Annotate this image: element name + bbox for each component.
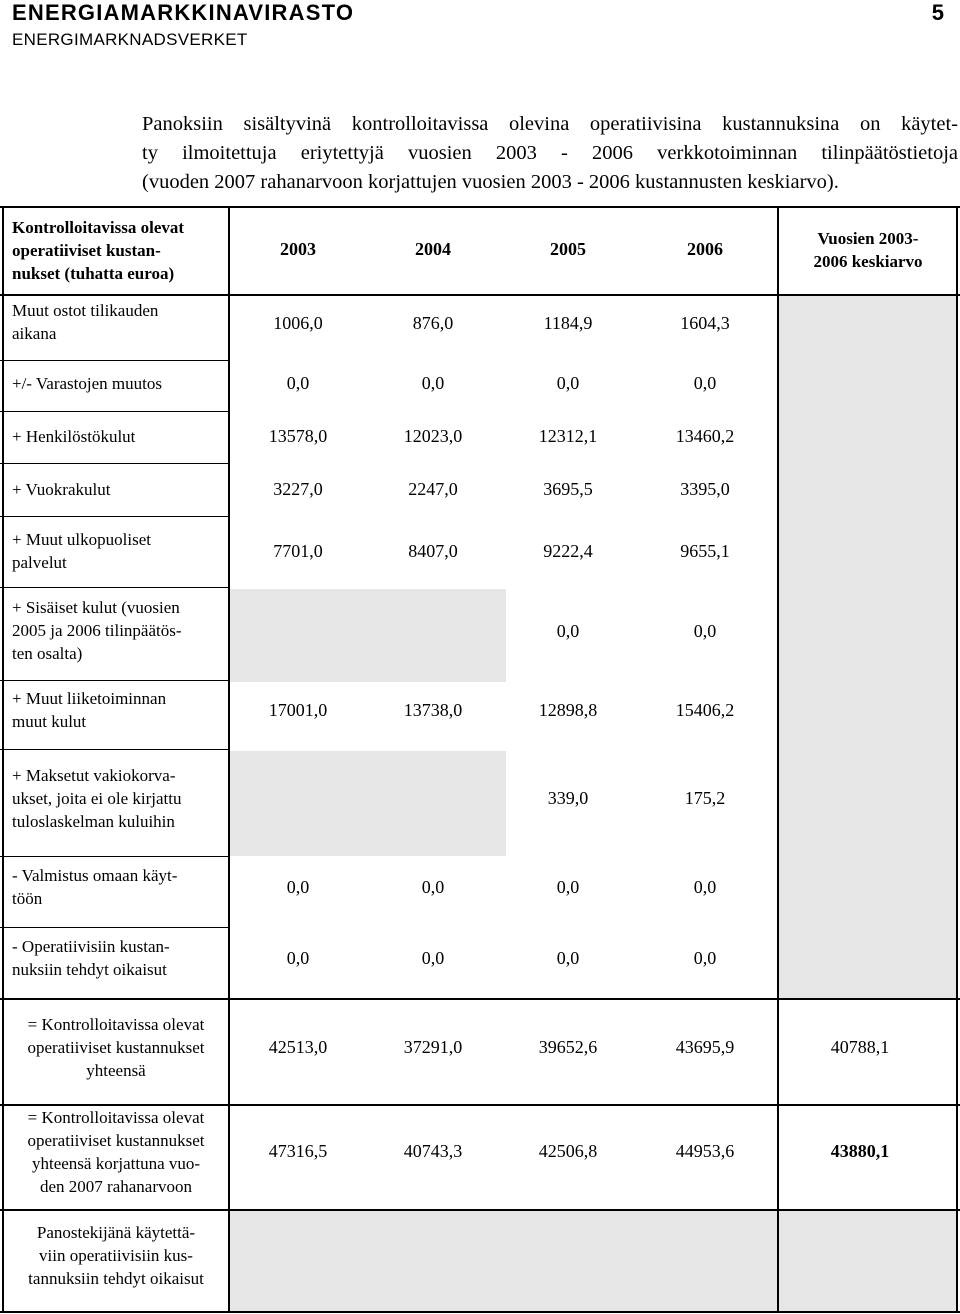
- year-2003-header: 2003: [280, 239, 316, 259]
- value-cell: 3695,5: [543, 479, 593, 499]
- value-cell: 339,0: [547, 788, 589, 808]
- intro-line-1: Panoksiin sisältyvinä kontrolloitavissa olevina operatiivisina kustannuksina on käytet-: [142, 113, 958, 135]
- intro-line-3: (vuoden 2007 rahanarvoon korjattujen vuosien 2003 - 2006 kustannusten keskiarvo).: [142, 171, 839, 193]
- value-cell: 9222,4: [543, 541, 593, 561]
- adjustment-values-shaded: [230, 1211, 956, 1311]
- value-cell: 0,0: [421, 948, 445, 968]
- value-cell: 0,0: [556, 877, 580, 897]
- value-cell: 1604,3: [680, 313, 730, 333]
- row-label-vakiokorvaukset: + Maksetut vakiokorva- ukset, joita ei ole kirjattu tuloslaskelman kuluihin: [12, 766, 182, 831]
- value-cell: 0,0: [286, 877, 310, 897]
- row-label-vuokrakulut: + Vuokrakulut: [12, 480, 111, 499]
- row-label-corrected-total: = Kontrolloitavissa olevat operatiiviset kustannukset yhteensä korjattuna vuo- den 2007 rahanarvoon: [27, 1108, 205, 1196]
- value-cell: 12312,1: [538, 426, 598, 446]
- total-average-cell: 40788,1: [830, 1037, 890, 1057]
- value-cell: 0,0: [693, 373, 717, 393]
- value-cell: 8407,0: [408, 541, 458, 561]
- value-cell: 13738,0: [403, 700, 463, 720]
- value-cell: 12898,8: [538, 700, 598, 720]
- value-cell: 0,0: [693, 948, 717, 968]
- corrected-value-cell: 47316,5: [268, 1141, 328, 1161]
- total-value-cell: 42513,0: [268, 1037, 328, 1057]
- avg-cell-shaded: [779, 296, 956, 999]
- corrected-value-cell: 44953,6: [675, 1141, 735, 1161]
- row-label-input-adjustments: Panostekijänä käytettä- viin operatiivisiin kus- tannuksiin tehdyt oikaisut: [28, 1223, 204, 1288]
- value-cell: 9655,1: [680, 541, 730, 561]
- value-cell: 3395,0: [680, 479, 730, 499]
- value-cell: 13578,0: [268, 426, 328, 446]
- sisaiset-early-years-shaded: [230, 589, 506, 682]
- total-value-cell: 37291,0: [403, 1037, 463, 1057]
- value-cell: 3227,0: [273, 479, 323, 499]
- row-label-liiketoiminnan-kulut: + Muut liiketoiminnan muut kulut: [12, 689, 167, 731]
- value-cell: 17001,0: [268, 700, 328, 720]
- value-cell: 0,0: [286, 373, 310, 393]
- maksetut-early-years-shaded: [230, 751, 506, 856]
- value-cell: 0,0: [556, 373, 580, 393]
- value-cell: 0,0: [421, 373, 445, 393]
- row-label-valmistus-omaan-kayttoon: - Valmistus omaan käyt- töön: [12, 866, 178, 908]
- value-cell: 876,0: [412, 313, 454, 333]
- row-label-muut-ostot: Muut ostot tilikauden aikana: [12, 301, 159, 343]
- row-label-henkilostokulut: + Henkilöstökulut: [12, 427, 136, 446]
- row-label-varastojen-muutos: +/- Varastojen muutos: [12, 374, 162, 393]
- corrected-value-cell: 42506,8: [538, 1141, 598, 1161]
- value-cell: 0,0: [556, 621, 580, 641]
- value-cell: 175,2: [684, 788, 726, 808]
- agency-name-swedish: ENERGIMARKNADSVERKET: [12, 30, 248, 49]
- corrected-average-cell: 43880,1: [830, 1141, 890, 1161]
- value-cell: 1006,0: [273, 313, 323, 333]
- value-cell: 2247,0: [408, 479, 458, 499]
- value-cell: 15406,2: [675, 700, 735, 720]
- total-value-cell: 43695,9: [675, 1037, 735, 1057]
- year-2005-header: 2005: [550, 239, 586, 259]
- agency-name-finnish: ENERGIAMARKKINAVIRASTO: [12, 0, 355, 25]
- total-value-cell: 39652,6: [538, 1037, 598, 1057]
- value-cell: 0,0: [421, 877, 445, 897]
- value-cell: 13460,2: [675, 426, 735, 446]
- corrected-value-cell: 40743,3: [403, 1141, 463, 1161]
- row-label-ulkopuoliset-palvelut: + Muut ulkopuoliset palvelut: [12, 530, 151, 572]
- intro-line-2: ty ilmoitettuja eriytettyjä vuosien 2003 - 2006 verkkotoiminnan tilinpäätöstietoja: [142, 142, 958, 164]
- page-number: 5: [931, 0, 944, 25]
- year-2004-header: 2004: [415, 239, 451, 259]
- row-label-total: = Kontrolloitavissa olevat operatiiviset kustannukset yhteensä: [27, 1015, 205, 1080]
- row-label-operatiiviset-oikaisut: - Operatiivisiin kustan- nuksiin tehdyt oikaisut: [12, 937, 170, 979]
- value-cell: 0,0: [286, 948, 310, 968]
- value-cell: 7701,0: [273, 541, 323, 561]
- header-label: Kontrolloitavissa olevat operatiiviset kustan- nukset (tuhatta euroa): [12, 218, 185, 283]
- year-2006-header: 2006: [687, 239, 723, 259]
- value-cell: 1184,9: [543, 313, 593, 333]
- value-cell: 0,0: [693, 877, 717, 897]
- average-header: Vuosien 2003- 2006 keskiarvo: [813, 229, 923, 271]
- value-cell: 0,0: [693, 621, 717, 641]
- row-label-sisaiset-kulut: + Sisäiset kulut (vuosien 2005 ja 2006 tilinpäätös- ten osalta): [12, 598, 182, 663]
- value-cell: 12023,0: [403, 426, 463, 446]
- value-cell: 0,0: [556, 948, 580, 968]
